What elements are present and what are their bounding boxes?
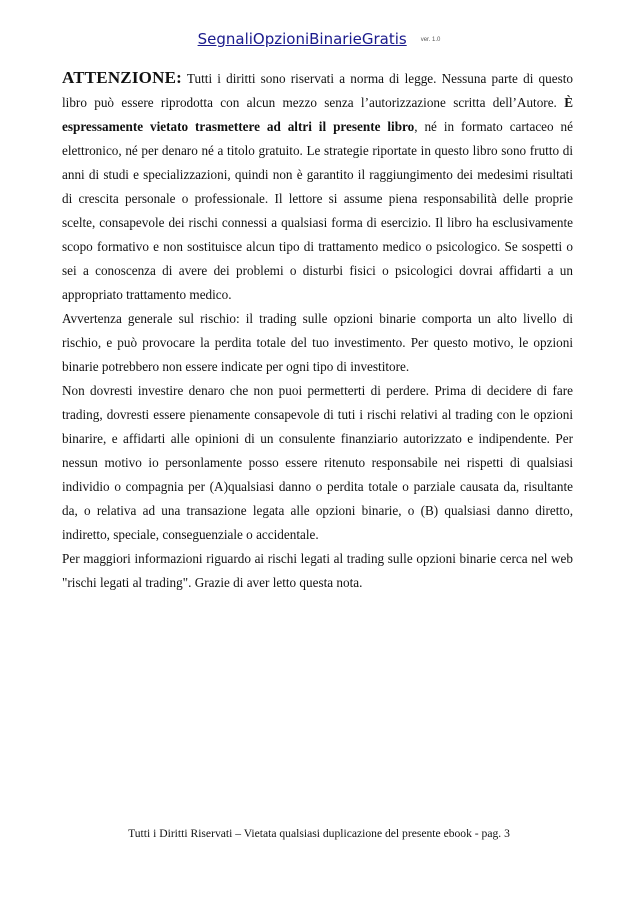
attention-text-b: , né in formato cartaceo né elettronico, né per denaro né a titolo gratuito. Le strategie riportate in questo libro sono frutto di anni di studi e specializzazioni, quindi non è garantito il raggiungimento dei medesimi risultati di crescita personale o professionale. Il lettore si assume piena responsabilità delle proprie scelte, consapevole dei rischi connessi a qualsiasi forma di esercizio. Il libro ha esclusivamente scopo formativo e non sostituisce alcun tipo di trattamento medico o psicologico. Se sospetti o sei a conoscenza di avere dei problemi o disturbi fisici o psicologici dovrai affidarti a un appropriato trattamento medico.: [62, 119, 573, 302]
site-title-link[interactable]: SegnaliOpzioniBinarieGratis: [197, 30, 407, 48]
paragraph-more-info: Per maggiori informazioni riguardo ai rischi legati al trading sulle opzioni binarie cerca nel web "rischi legati al trading". Grazie di aver letto questa nota.: [62, 551, 573, 590]
page-footer: Tutti i Diritti Riservati – Vietata qualsiasi duplicazione del presente ebook - pag. 3: [128, 827, 510, 840]
attention-text-a: Tutti i diritti sono riservati a norma di legge. Nessuna parte di questo libro può essere riprodotta con alcun mezzo senza l’autorizzazione scritta dell’Autore.: [62, 71, 573, 110]
page-header: [0, 30, 638, 49]
attention-bold-text: È espressamente vietato trasmettere ad altri il presente libro: [62, 95, 573, 134]
disclaimer-body: [62, 66, 573, 595]
attention-label: ATTENZIONE:: [62, 68, 182, 87]
paragraph-attention: [62, 66, 573, 307]
paragraph-investment: Non dovresti investire denaro che non puoi permetterti di perdere. Prima di decidere di fare trading, dovresti essere pienamente consapevole di tuti i rischi relativi al trading con le opzioni binarire, e affidarti alle opinioni di un consulente finanziario autorizzato e indipendente. Per nessun motivo io personlamente posso essere ritenuto responsabile nei rispetti di qualsiasi individio o compagnia per (A)qualsiasi danno o perdita totale o parziale causata da, risultante da, o relativa ad una transazione legata alle opzioni binarie, o (B) qualsiasi danno diretto, indiretto, speciale, conseguenziale o accidentale.: [62, 383, 573, 542]
paragraph-risk-warning: Avvertenza generale sul rischio: il trading sulle opzioni binarie comporta un alto livello di rischio, e può provocare la perdita totale del tuo investimento. Per questo motivo, le opzioni binarie potrebbero non essere indicate per ogni tipo di investitore.: [62, 311, 573, 374]
version-label: ver. 1.0: [420, 37, 441, 44]
